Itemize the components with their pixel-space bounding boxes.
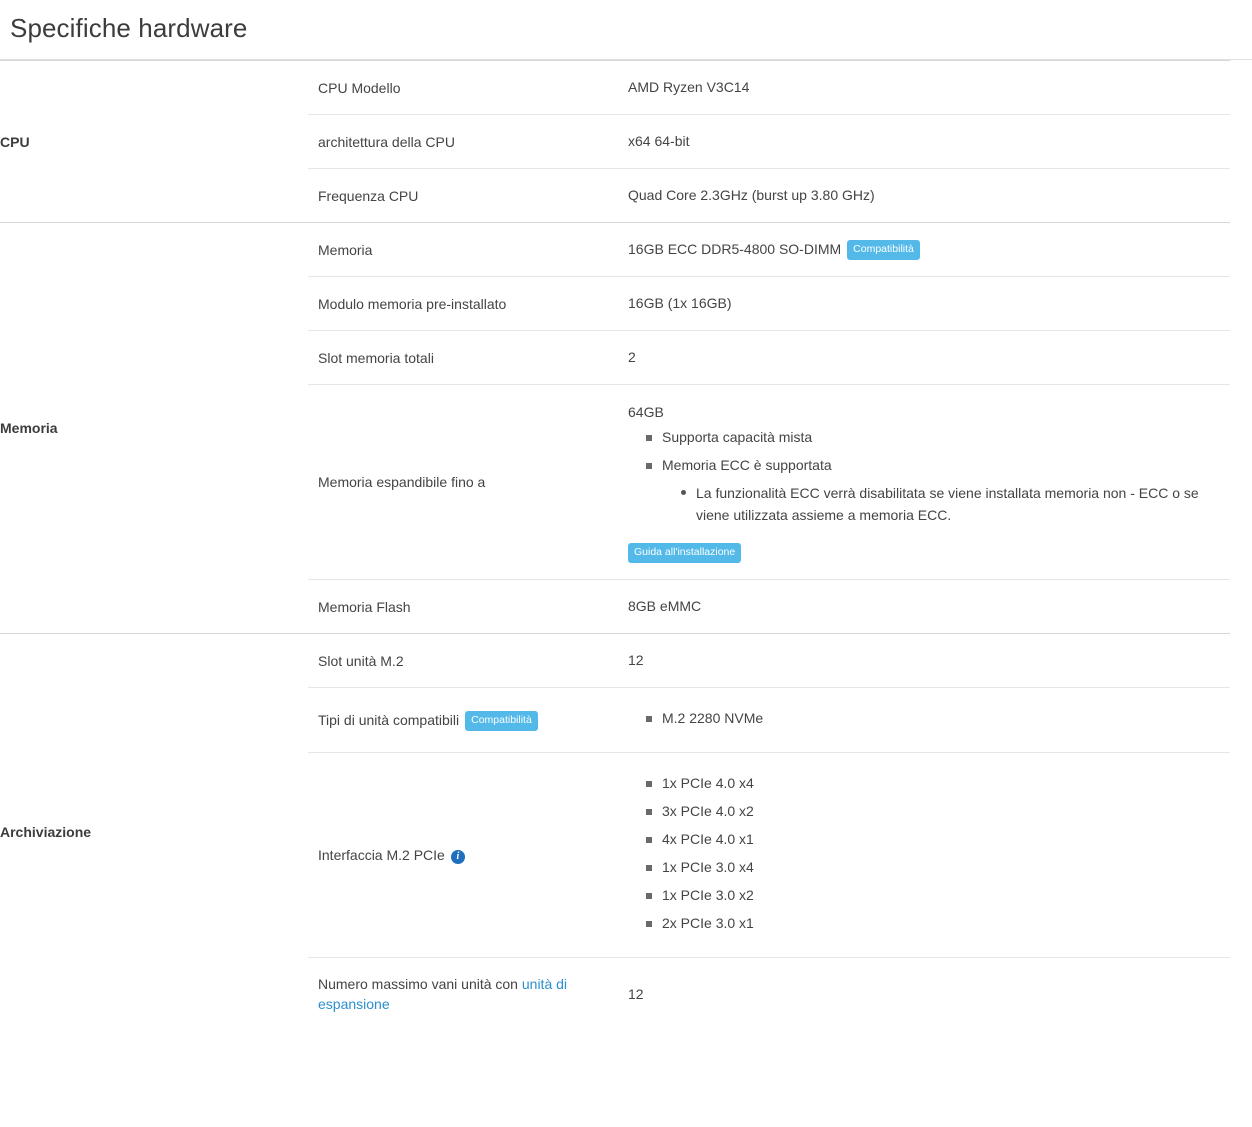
- group-rows-cpu: [308, 61, 1230, 222]
- row-value: 16GB (1x 16GB): [618, 277, 1230, 331]
- group-label-archiviazione: Archiviazione: [0, 634, 308, 1031]
- info-icon[interactable]: i: [451, 850, 465, 864]
- row-key: [308, 688, 618, 753]
- spec-group-cpu: [0, 61, 1230, 223]
- table-row: [308, 753, 1230, 958]
- spec-table: [0, 60, 1230, 1030]
- row-value: [618, 688, 1230, 753]
- row-key: Modulo memoria pre-installato: [308, 277, 618, 331]
- list-item: La funzionalità ECC verrà disabilitata se viene installata memoria non - ECC o se viene utilizzata assieme a memoria ECC.: [680, 482, 1220, 526]
- row-value: 2: [618, 331, 1230, 385]
- compatibility-badge[interactable]: Compatibilità: [847, 240, 920, 260]
- bullet-list: [628, 708, 1220, 729]
- group-label-cpu: CPU: [0, 61, 308, 223]
- row-value: 12: [618, 634, 1230, 688]
- row-key: [308, 753, 618, 958]
- row-key: architettura della CPU: [308, 115, 618, 169]
- table-row: [308, 223, 1230, 277]
- table-row: [308, 277, 1230, 331]
- expansion-unit-link[interactable]: unità di espansione: [318, 976, 568, 1013]
- table-row: [308, 958, 1230, 1031]
- row-key: Slot memoria totali: [308, 331, 618, 385]
- row-key: [308, 958, 618, 1031]
- list-item: M.2 2280 NVMe: [646, 708, 1220, 729]
- spec-group-memoria: [0, 223, 1230, 634]
- table-row: [308, 634, 1230, 688]
- spec-group-archiviazione: [0, 634, 1230, 1031]
- row-value: AMD Ryzen V3C14: [618, 61, 1230, 115]
- list-item: 3x PCIe 4.0 x2: [646, 801, 1220, 822]
- group-rows-archiviazione: [308, 634, 1230, 1030]
- sub-bullet-list: [662, 482, 1220, 526]
- list-item: [646, 455, 1220, 526]
- table-row: [308, 169, 1230, 223]
- row-key-label: Numero massimo vani unità con: [318, 976, 522, 993]
- table-row: [308, 385, 1230, 580]
- row-value: Quad Core 2.3GHz (burst up 3.80 GHz): [628, 187, 875, 203]
- row-value: x64 64-bit: [618, 115, 1230, 169]
- group-label-memoria: Memoria: [0, 223, 308, 634]
- group-rows-memoria: [308, 223, 1230, 633]
- list-item: 1x PCIe 4.0 x4: [646, 773, 1220, 794]
- install-guide-badge[interactable]: Guida all'installazione: [628, 543, 741, 563]
- row-value: [618, 753, 1230, 958]
- table-row: [308, 61, 1230, 115]
- list-item: 1x PCIe 3.0 x2: [646, 885, 1220, 906]
- row-key: Memoria: [308, 223, 618, 277]
- row-value: [618, 385, 1230, 580]
- row-value: 8GB eMMC: [628, 598, 702, 615]
- list-item: 2x PCIe 3.0 x1: [646, 913, 1220, 934]
- row-value: [618, 223, 1230, 277]
- row-key: Frequenza CPU: [318, 187, 419, 204]
- row-key: Memoria espandibile fino a: [308, 385, 618, 580]
- row-key-label: Interfaccia M.2 PCIe: [318, 847, 445, 864]
- table-row: [308, 580, 1230, 634]
- row-key: Slot unità M.2: [308, 634, 618, 688]
- row-key: CPU Modello: [308, 61, 618, 115]
- row-key-label: Tipi di unità compatibili: [318, 711, 460, 728]
- table-row: [308, 688, 1230, 753]
- bullet-list: [628, 773, 1220, 934]
- table-row: [308, 115, 1230, 169]
- compatibility-badge[interactable]: Compatibilità: [465, 711, 538, 731]
- bullet-list: [628, 427, 1220, 526]
- list-item: 1x PCIe 3.0 x4: [646, 857, 1220, 878]
- table-row: [308, 331, 1230, 385]
- row-value-text: 64GB: [628, 404, 664, 421]
- list-item: Supporta capacità mista: [646, 427, 1220, 448]
- row-value: 12: [628, 985, 644, 1002]
- row-key: Memoria Flash: [318, 598, 411, 615]
- list-item-label: Memoria ECC è supportata: [662, 457, 832, 474]
- row-value-text: 16GB ECC DDR5-4800 SO-DIMM: [628, 241, 842, 257]
- page-title: Specifiche hardware: [10, 13, 248, 43]
- list-item: 4x PCIe 4.0 x1: [646, 829, 1220, 850]
